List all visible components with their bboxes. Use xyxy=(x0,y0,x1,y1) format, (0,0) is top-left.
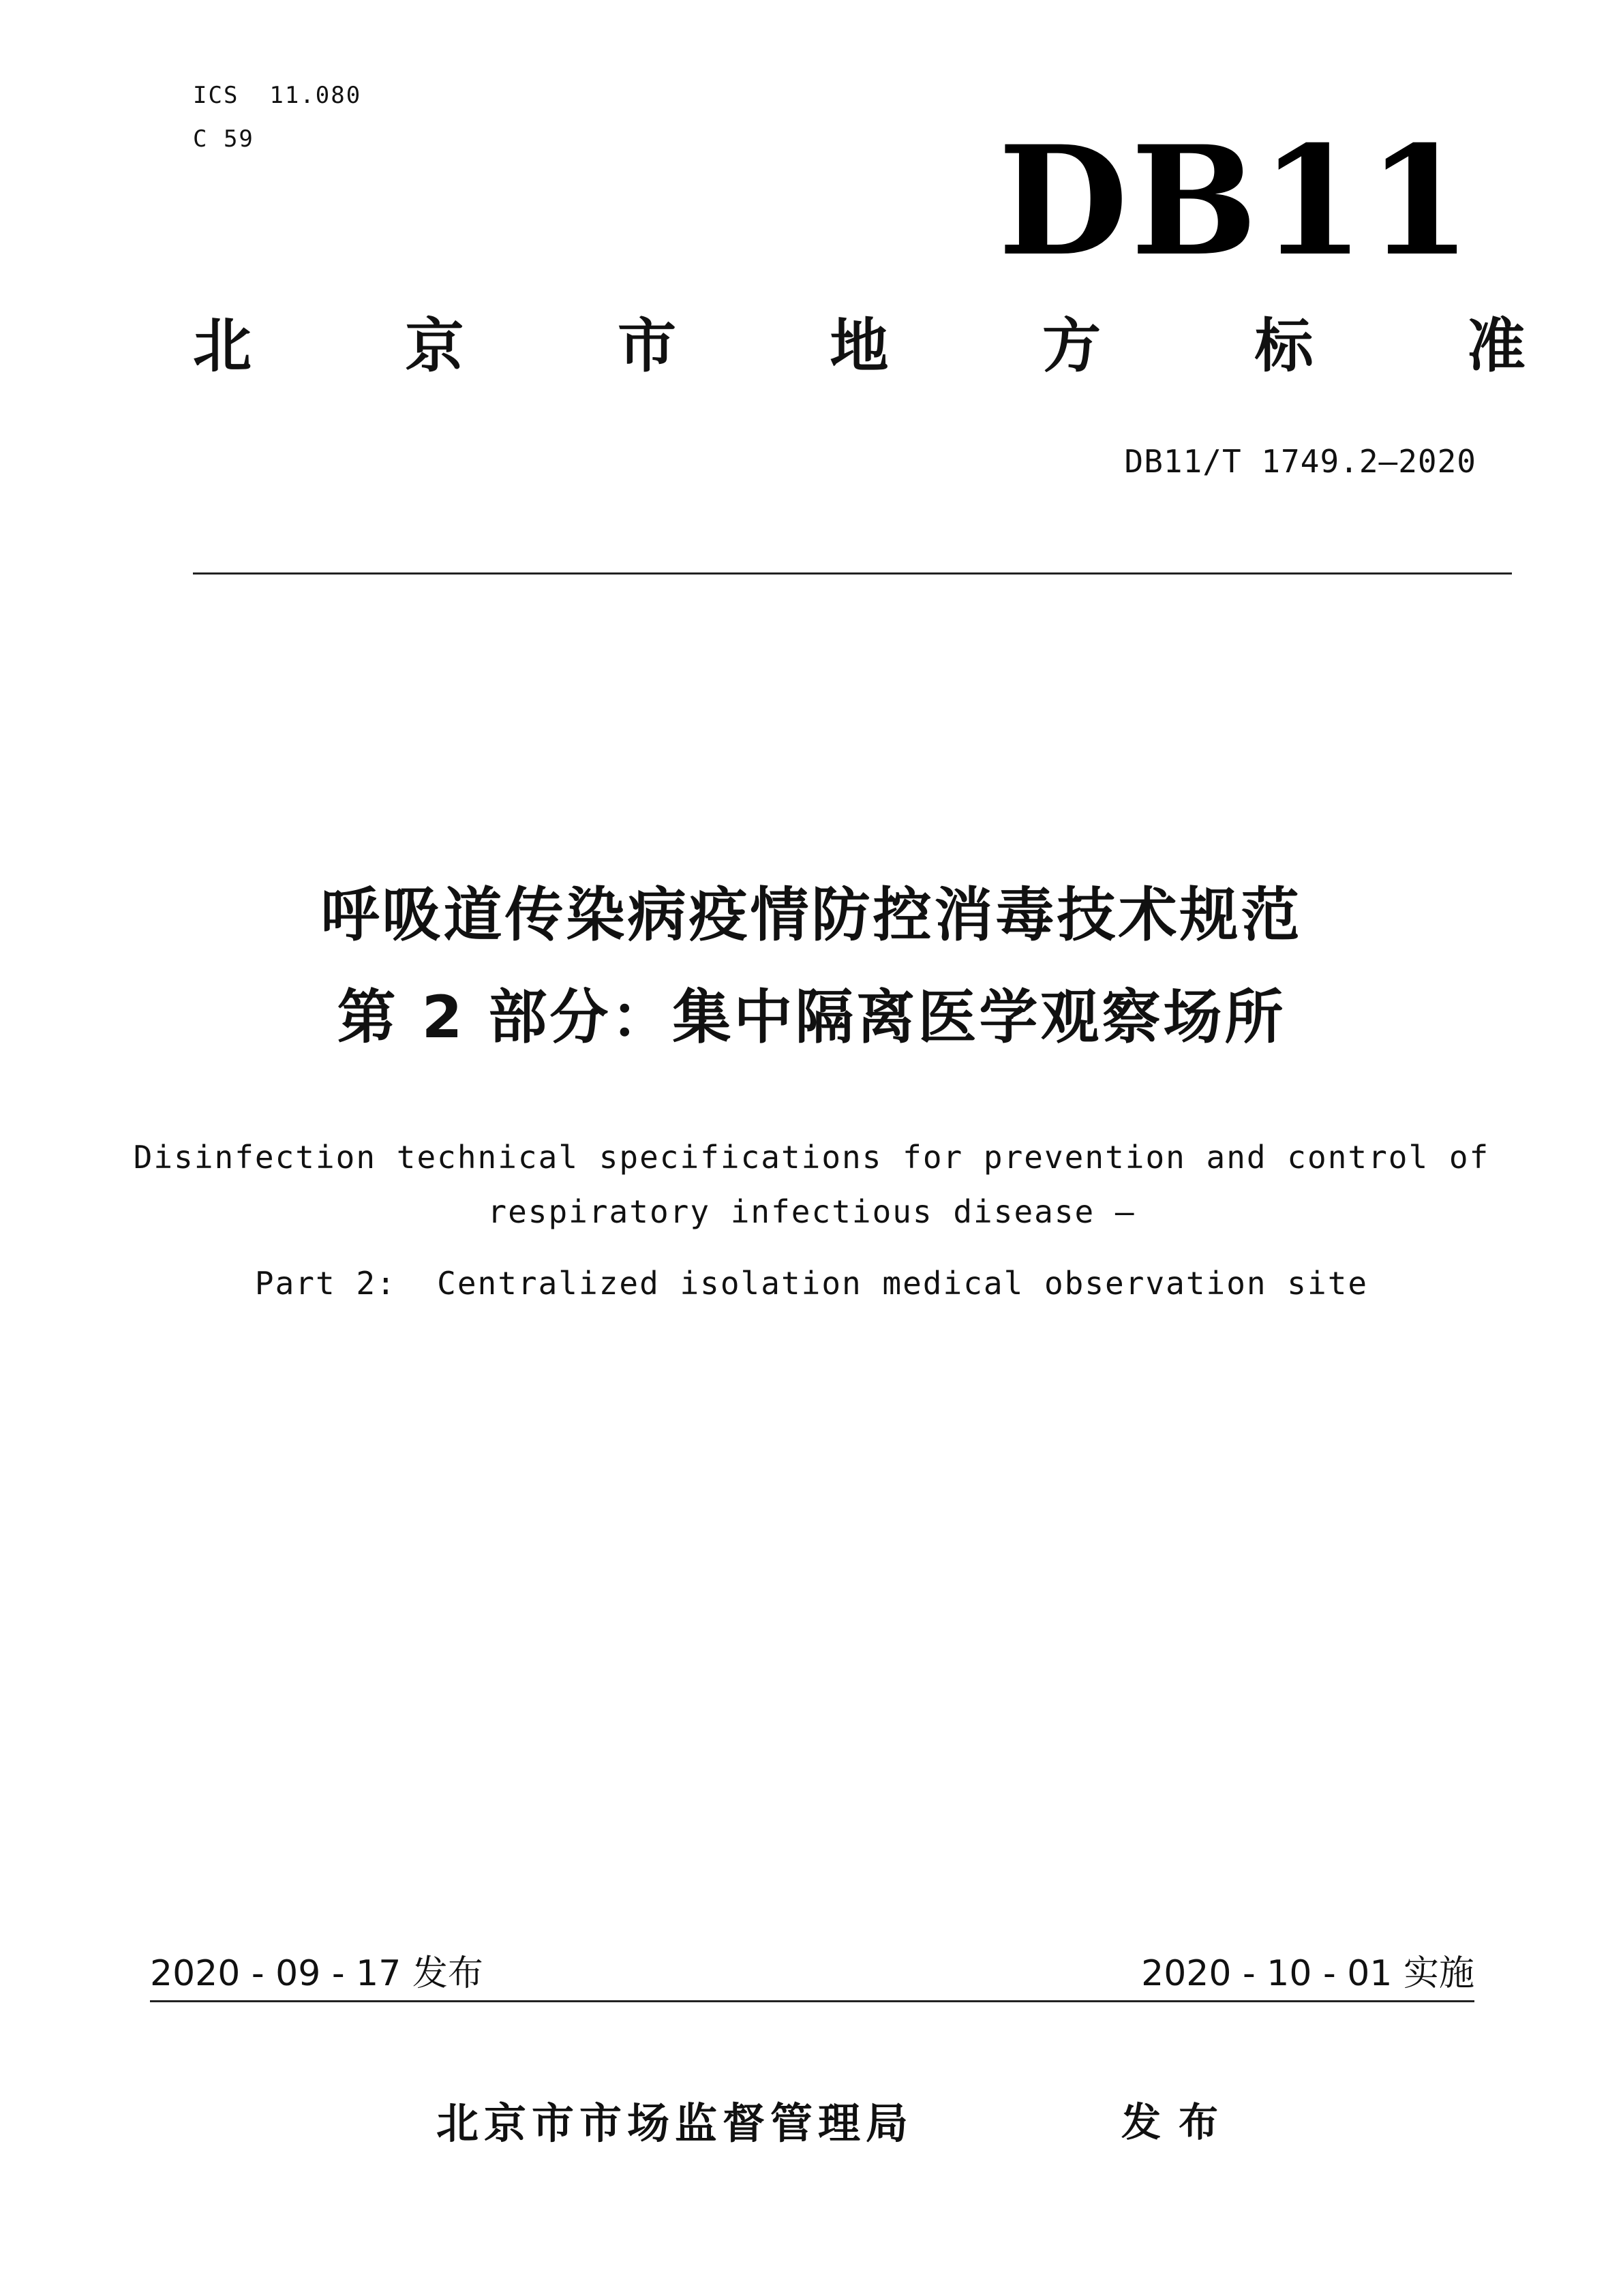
title-english-line-1: Disinfection technical specifications for prevention and control of xyxy=(133,1139,1490,1176)
category-char: 市 xyxy=(618,312,676,380)
title-english-line-3: Part 2: Centralized isolation medical observation site xyxy=(254,1265,1369,1302)
ccs-code: C 59 xyxy=(193,125,254,153)
category-char: 京 xyxy=(405,312,464,380)
standard-number: DB11/T 1749.2—2020 xyxy=(1124,443,1476,480)
title-chinese-line-1: 呼吸道传染病疫情防控消毒技术规范 xyxy=(320,881,1303,949)
title-chinese-line-2: 第 2 部分：集中隔离医学观察场所 xyxy=(337,983,1286,1052)
issuer-action: 发布 xyxy=(1121,2099,1237,2145)
implementation-date: 2020 - 10 - 01 实施 xyxy=(1141,1953,1474,1994)
ics-code: ICS 11.080 xyxy=(193,82,362,109)
footer-divider xyxy=(150,2000,1474,2002)
category-char: 准 xyxy=(1467,312,1526,380)
issuing-authority: 北京市市场监督管理局 xyxy=(436,2098,914,2148)
issue-date: 2020 - 09 - 17 发布 xyxy=(150,1953,483,1994)
title-english-line-2: respiratory infectious disease — xyxy=(487,1193,1136,1230)
standard-category xyxy=(193,312,1526,380)
category-char: 方 xyxy=(1042,312,1101,380)
category-char: 标 xyxy=(1254,312,1314,380)
header-divider xyxy=(193,572,1512,575)
standard-logo: DB11 xyxy=(998,112,1474,289)
category-char: 地 xyxy=(830,312,889,380)
category-char: 北 xyxy=(193,312,252,380)
